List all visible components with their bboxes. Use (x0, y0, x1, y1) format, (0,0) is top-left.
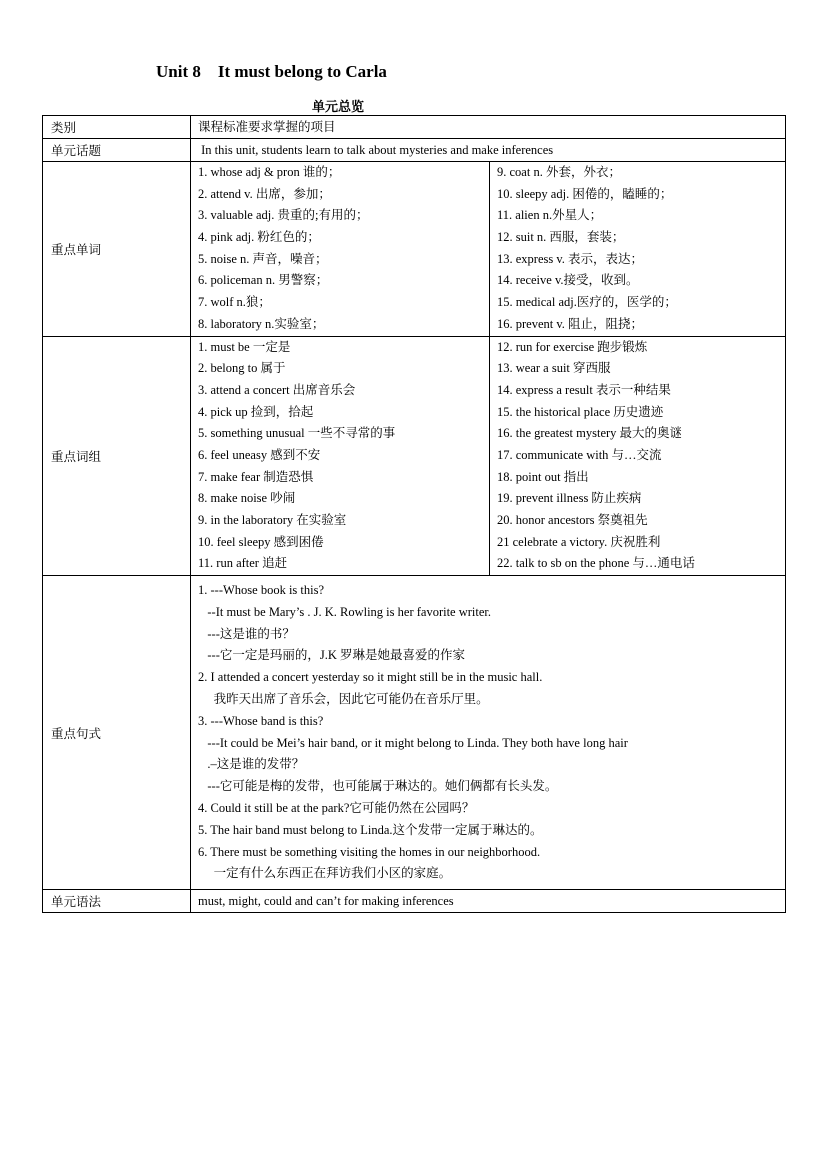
content-cell: must, might, could and can’t for making inferences (191, 890, 786, 913)
word-item: 15. medical adj.医疗的，医学的； (497, 295, 677, 310)
sentence-line: 6. There must be something visiting the homes in our neighborhood. (198, 844, 541, 859)
phrase-item: 16. the greatest mystery 最大的奥谜 (497, 426, 683, 441)
phrases-left-column (191, 337, 490, 576)
category-cell: 单元语法 (43, 890, 191, 913)
word-item: 10. sleepy adj. 困倦的，瞌睡的； (497, 186, 673, 201)
category-cell: 重点句式 (43, 576, 191, 890)
content-cell (191, 162, 786, 337)
sentence-line: ---这是谁的书？ (198, 626, 295, 641)
word-item: 5. noise n. 声音，噪音； (198, 251, 328, 266)
category-cell: 单元话题 (43, 139, 191, 162)
phrase-item: 7. make fear 制造恐惧 (198, 469, 314, 484)
words-right-column (490, 162, 779, 336)
phrase-item: 9. in the laboratory 在实验室 (198, 513, 347, 527)
sentence-line: 2. I attended a concert yesterday so it might still be in the music hall. (198, 670, 543, 685)
table-row-words (43, 162, 786, 337)
table-row-topic (43, 139, 786, 162)
phrases-right-column (490, 337, 779, 576)
phrase-item: 3. attend a concert 出席音乐会 (198, 382, 356, 397)
word-item: 11. alien n.外星人； (497, 208, 603, 223)
sentence-line: ---It could be Mei’s hair band, or it might belong to Linda. They both have long hair (198, 735, 628, 750)
phrase-item: 4. pick up 捡到，拾起 (198, 404, 314, 419)
word-item: 12. suit n. 西服，套装； (497, 230, 625, 245)
word-item: 4. pink adj. 粉红色的； (198, 230, 320, 245)
content-cell: In this unit, students learn to talk about mysteries and make inferences (191, 139, 786, 162)
phrase-item: 12. run for exercise 跑步锻炼 (497, 339, 648, 354)
phrase-item: 5. something unusual 一些不寻常的事 (198, 426, 396, 441)
word-item: 14. receive v.接受，收到。 (497, 273, 639, 288)
phrase-item: 10. feel sleepy 感到困倦 (198, 534, 324, 549)
phrase-item: 13. wear a suit 穿西服 (497, 361, 611, 376)
phrase-item: 21 celebrate a victory. 庆祝胜利 (497, 534, 661, 549)
word-item: 6. policeman n. 男警察； (198, 273, 329, 288)
words-left-column (191, 162, 490, 336)
word-item: 7. wolf n.狼； (198, 295, 271, 310)
phrase-item: 20. honor ancestors 祭奠祖先 (497, 513, 648, 527)
content-cell: 课程标准要求掌握的项目 (191, 116, 786, 139)
category-cell: 类别 (43, 116, 191, 139)
word-item: 8. laboratory n.实验室； (198, 316, 325, 331)
sentence-line: 1. ---Whose book is this? (198, 583, 325, 598)
phrase-item: 14. express a result 表示一种结果 (497, 382, 671, 397)
word-item: 16. prevent v. 阻止，阻挠； (497, 316, 644, 331)
phrase-item: 6. feel uneasy 感到不安 (198, 447, 321, 462)
table-row-grammar (43, 890, 786, 913)
phrase-item: 2. belong to 属于 (198, 361, 286, 376)
phrase-item: 18. point out 指出 (497, 469, 589, 484)
word-item: 1. whose adj & pron 谁的； (198, 165, 341, 179)
phrase-item: 19. prevent illness 防止疾病 (497, 491, 642, 506)
content-cell (191, 336, 786, 576)
category-cell: 重点词组 (43, 336, 191, 576)
table-row-phrases (43, 336, 786, 576)
content-cell (191, 576, 786, 890)
sentence-line: .–这是谁的发带？ (198, 757, 305, 772)
phrase-item: 17. communicate with 与…交流 (497, 447, 662, 462)
sentence-list (191, 576, 785, 889)
unit-overview-table (42, 115, 786, 913)
table-row-header (43, 116, 786, 139)
phrase-item: 15. the historical place 历史遗迹 (497, 404, 664, 419)
sentence-line: 4. Could it still be at the park?它可能仍然在公园吗？ (198, 801, 475, 816)
word-item: 2. attend v. 出席，参加； (198, 186, 331, 201)
document-title: Unit 8 It must belong to Carla (156, 62, 387, 81)
word-item: 9. coat n. 外套，外衣； (497, 165, 621, 179)
sentence-line: 5. The hair band must belong to Linda.这个发带一定属于琳达的。 (198, 822, 543, 837)
sentence-line: 我昨天出席了音乐会，因此它可能仍在音乐厅里。 (198, 692, 489, 707)
sentence-line: ---它一定是玛丽的，J.K 罗琳是她最喜爱的作家 (198, 648, 466, 663)
table-caption: 单元总览 (312, 99, 365, 114)
sentence-line: 3. ---Whose band is this? (198, 713, 324, 728)
phrase-item: 8. make noise 吵闹 (198, 491, 296, 506)
sentence-line: --It must be Mary’s . J. K. Rowling is her favorite writer. (198, 604, 492, 619)
sentence-line: ---它可能是梅的发带，也可能属于琳达的。她们俩都有长头发。 (198, 779, 558, 794)
phrase-item: 11. run after 追赶 (198, 556, 288, 571)
word-item: 13. express v. 表示，表达； (497, 251, 644, 266)
category-cell: 重点单词 (43, 162, 191, 337)
word-item: 3. valuable adj. 贵重的;有用的； (198, 208, 369, 223)
phrase-item: 22. talk to sb on the phone 与…通电话 (497, 556, 695, 571)
sentence-line: 一定有什么东西正在拜访我们小区的家庭。 (198, 866, 452, 881)
table-row-sentences (43, 576, 786, 890)
phrase-item: 1. must be 一定是 (198, 339, 291, 354)
